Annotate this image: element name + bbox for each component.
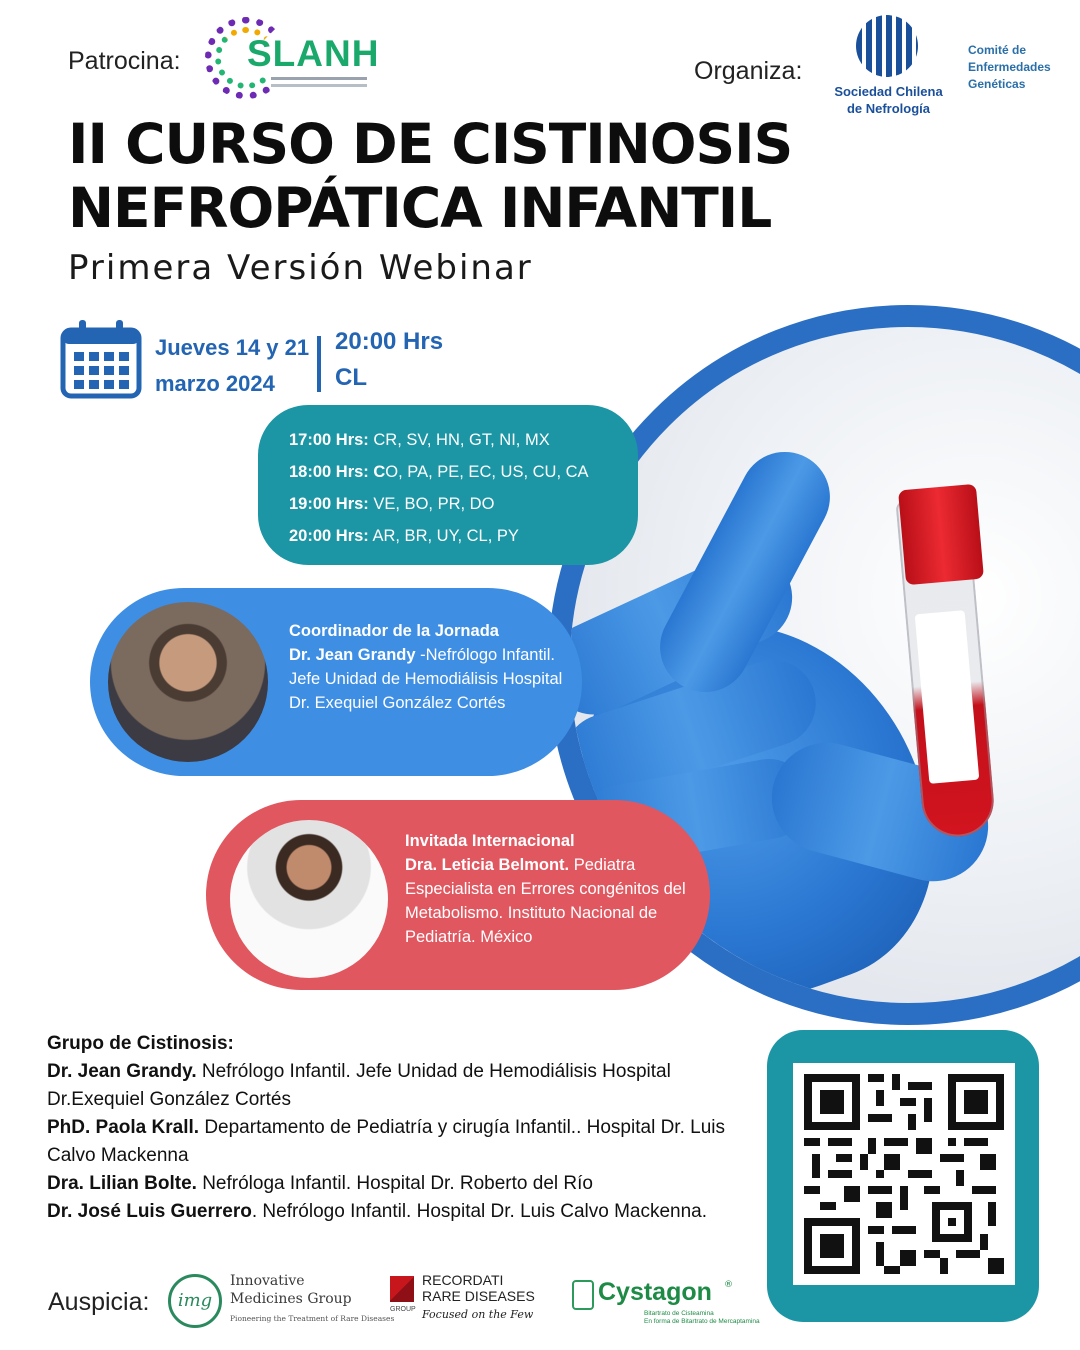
guest-name: Dra. Leticia Belmont. — [405, 856, 570, 874]
timezone-box — [258, 405, 638, 565]
timezone-row — [289, 488, 638, 520]
timezone-countries: AR, BR, UY, CL, PY — [368, 527, 519, 545]
event-dates — [155, 330, 309, 402]
timezone-countries: VE, BO, PR, DO — [368, 495, 495, 513]
img-tagline: Pioneering the Treatment of Rare Diseases — [230, 1314, 395, 1323]
timezone-row — [289, 424, 638, 456]
recordati-name-line: RARE DISEASES — [422, 1288, 535, 1304]
date-line-1: Jueves 14 y 21 — [155, 335, 310, 360]
cystagon-subtext — [644, 1310, 760, 1326]
group-member — [47, 1170, 747, 1198]
title-line-2: NEFROPÁTICA INFANTIL — [68, 176, 772, 240]
sponsor-label: Patrocina: — [68, 47, 181, 75]
cystagon-subtext-line: Bitartrato de Cisteamina — [644, 1310, 714, 1317]
coordinator-name: Dr. Jean Grandy — [289, 646, 416, 664]
cystagon-logo — [572, 1278, 760, 1330]
cystagon-name: Cystagon — [598, 1278, 712, 1306]
slanh-logo-text: SLANH — [247, 33, 380, 74]
member-description: . Nefrólogo Infantil. Hospital Dr. Luis Calvo Mackenna. — [251, 1201, 708, 1222]
member-name: Dra. Lilian Bolte. — [47, 1173, 197, 1194]
snch-name: Sociedad Chilena de Nefrología — [834, 84, 943, 116]
recordati-group: GROUP — [390, 1306, 416, 1313]
img-name-line: Medicines Group — [230, 1291, 352, 1307]
member-name: PhD. Paola Krall. — [47, 1117, 200, 1138]
time-line-1: 20:00 Hrs — [335, 328, 444, 355]
timezone-row — [289, 456, 638, 488]
guest-info — [405, 829, 705, 949]
innovative-medicines-group-logo — [168, 1272, 395, 1330]
slanh-subtext-line — [271, 77, 367, 80]
capsule-icon — [572, 1280, 594, 1310]
timezone-time: 20:00 Hrs: — [289, 527, 369, 545]
group-member — [47, 1058, 747, 1114]
recordati-tagline: Focused on the Few — [422, 1308, 534, 1321]
coordinator-info — [289, 619, 574, 715]
coordinator-role: Coordinador de la Jornada — [289, 622, 499, 640]
timezone-time: 18:00 Hrs: C — [289, 463, 386, 481]
member-description: Departamento de Pediatría y cirugía Infantil.. Hospital Dr. Luis Calvo Mackenna — [47, 1117, 725, 1166]
cystagon-subtext-line: En forma de Bitartrato de Mercaptamina — [644, 1318, 760, 1325]
guest-avatar — [230, 820, 388, 978]
qr-code-icon — [804, 1074, 1004, 1274]
group-member — [47, 1114, 747, 1170]
group-heading: Grupo de Cistinosis: — [47, 1033, 234, 1054]
recordati-logo — [390, 1270, 550, 1328]
slanh-subtext-line — [271, 84, 367, 87]
group-member — [47, 1198, 747, 1226]
guest-role: Invitada Internacional — [405, 832, 575, 850]
qr-code[interactable] — [793, 1063, 1015, 1285]
member-description: Nefróloga Infantil. Hospital Dr. Roberto del Río — [196, 1173, 593, 1194]
cistinosis-group — [47, 1030, 747, 1226]
member-description: Nefrólogo Infantil. Jefe Unidad de Hemodiálisis Hospital Dr.Exequiel González Cortés — [47, 1061, 671, 1110]
page-title — [68, 112, 792, 240]
auspicia-label: Auspicia: — [48, 1288, 150, 1316]
kidney-emblem-icon — [856, 15, 918, 77]
timezone-row — [289, 520, 638, 552]
event-time — [335, 324, 443, 396]
blood-tube-cap — [898, 484, 984, 585]
snch-logo — [826, 15, 951, 125]
timezone-countries: CR, SV, HN, GT, NI, MX — [368, 431, 550, 449]
date-separator — [317, 336, 321, 392]
slanh-logo — [205, 15, 380, 100]
recordati-name — [422, 1272, 535, 1304]
guest-description: Pediatra Especialista en Errores congénitos del Metabolismo. Instituto Nacional de Pediatría. México — [405, 856, 686, 946]
organizer-label: Organiza: — [694, 57, 803, 85]
time-line-2: CL — [335, 364, 367, 391]
timezone-time: 19:00 Hrs: — [289, 495, 369, 513]
title-line-1: II CURSO DE CISTINOSIS — [68, 112, 793, 176]
member-name: Dr. Jean Grandy. — [47, 1061, 197, 1082]
date-line-2: marzo 2024 — [155, 371, 275, 396]
coordinator-avatar — [108, 602, 268, 762]
calendar-icon — [60, 318, 142, 400]
page-subtitle: Primera Versión Webinar — [68, 248, 533, 288]
timezone-countries: O, PA, PE, EC, US, CU, CA — [385, 463, 589, 481]
img-logo-name — [230, 1272, 352, 1308]
img-logo-mark: img — [168, 1274, 222, 1328]
comite-name: Comité de Enfermedades Genéticas — [968, 43, 1051, 91]
img-name-line: Innovative — [230, 1273, 305, 1289]
timezone-time: 17:00 Hrs: — [289, 431, 369, 449]
recordati-name-line: RECORDATI — [422, 1272, 504, 1288]
registered-icon: ® — [724, 1280, 733, 1290]
recordati-mark-icon — [390, 1276, 414, 1302]
coordinator-description: -Nefrólogo Infantil. Jefe Unidad de Hemodiálisis Hospital Dr. Exequiel González Cortés — [289, 646, 563, 712]
member-name: Dr. José Luis Guerrero — [47, 1201, 252, 1222]
